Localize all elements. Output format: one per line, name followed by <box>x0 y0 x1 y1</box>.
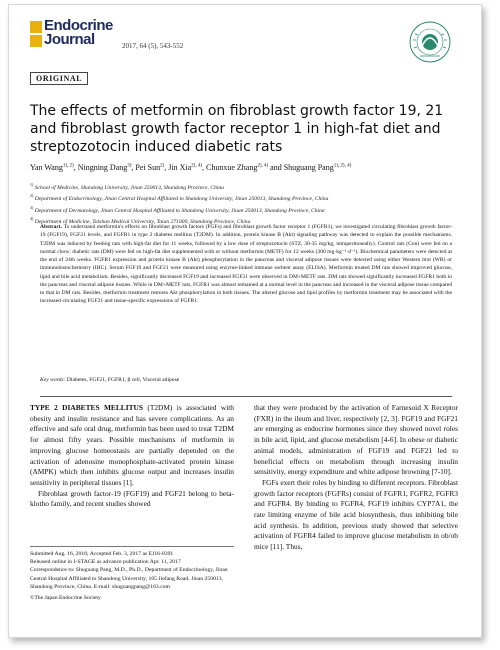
logo-e-block <box>30 21 42 33</box>
article-type-label: ORIGINAL <box>30 72 88 85</box>
affiliation <box>30 204 458 215</box>
author-affil-ref: 1), 2), 4) <box>333 163 352 169</box>
affiliation-text: Department of Medicine, Taishan Medical University, Taian 271000, Shandong Province, China <box>34 219 251 226</box>
paragraph-text: (T2DM) is associated with obesity and insulin resistance and has severe complications. As an effective and safe oral drug, metformin has been used to treat T2DM for almost fifty years. Possible mechanisms of metformin in improving glucose homeostasis are partially depended on the activation of adenosine monophosphate-activated protein kinase (AMPK) which then inhibits glucose output and increases insulin sensitivity in peripheral tissues [1]. <box>30 403 234 487</box>
logo-j-block <box>30 35 42 47</box>
body-paragraph <box>30 403 234 489</box>
body-paragraph: FGFs exert their roles by binding to different receptors. Fibroblast growth factor receptors (FGFRs) consist of FGFR1, FGFR2, FGFR3 and FGFR4. By binding to FGFR4, FGF19 inhibits CYP7A1, the rate limiting enzyme of bile acid biosynthesis, thus inhibiting bile acid synthesis. In addition, previous study showed that selective activation of FGFR4 failed to improve glucose metabolism in ob/ob mice [11]. Thus, <box>254 477 458 552</box>
affiliation-text: School of Medicine, Shandong University, Jinan 250013, Shandong Province, China <box>34 184 224 191</box>
release-date: Released online in J-STAGE as advance publication Apr. 11, 2017 <box>30 559 181 566</box>
society-seal-logo <box>408 20 452 64</box>
affiliation <box>30 192 458 203</box>
section-lead: TYPE 2 DIABETES MELLITUS <box>30 403 143 412</box>
section-divider <box>40 396 452 397</box>
footnotes <box>30 546 234 602</box>
affiliation-list <box>30 181 458 227</box>
journal-name-line1: Endocrine <box>44 17 113 34</box>
body-column-left <box>30 403 234 510</box>
abstract <box>40 223 452 306</box>
journal-name-line2: Journal <box>44 31 95 48</box>
affiliation-number: 2) <box>30 193 34 199</box>
body-paragraph: that they were produced by the activation of Farnesoid X Receptor (FXR) in the ileum and liver, respectively [2, 3]. FGF19 and FGF21 are emerging as endocrine hormones since they showed novel roles in bile acid, lipid, and glucose metabolism [4-6]. In obese or diabetic animal models, administration of FGF19 and FGF21 led to beneficial effects on metabolism through increasing insulin sensitivity, energy expenditure and white adipose browning [7-10]. <box>254 403 458 477</box>
affiliation-text: Department of Dermatology, Jinan Central Hospital Affiliated to Shandong University, Jinan 250013, Shandong Province, China <box>34 207 325 214</box>
journal-citation: 2017, 64 (5), 543-552 <box>122 42 184 50</box>
submission-dates: Submitted Aug. 16, 2016; Accepted Feb. 3, 2017 as EJ16-0391 <box>30 551 174 557</box>
author-affil-ref: 2) <box>160 163 165 169</box>
keywords-text: Diabetes, FGF21, FGFR1, β cell, Visceral adipose <box>66 377 180 383</box>
author-name: Shuguang Pang <box>283 163 334 172</box>
keywords <box>40 377 452 383</box>
author-affil-ref: 3) <box>127 163 132 169</box>
body-paragraph: Fibroblast growth factor-19 (FGF19) and FGF21 belong to beta-klotho family, and recent studies showed <box>30 488 234 509</box>
affiliation-number: 4) <box>30 216 34 222</box>
body-column-right <box>254 403 458 553</box>
keywords-label: Key words: <box>40 377 66 383</box>
author-affil-ref: 2), 4) <box>191 163 202 169</box>
author-name: Jin Xia <box>168 163 192 172</box>
article-title: The effects of metformin on fibroblast growth factor 19, 21 and fibroblast growth factor receptor 1 in high-fat diet and streptozotocin induced diabetic rats <box>30 103 444 155</box>
author-affil-ref: 1), 2) <box>62 163 74 169</box>
author-affil-ref: 2), 4) <box>257 163 269 169</box>
abstract-text: To understand metformin's effects on fibroblast growth factors (FGFs) and fibroblast growth factor receptor 1 (FGFR1), we investigated circulating fibroblast growth factor-19 (FGF19), FGF21 levels, and FGFR1 in type 2 diabetes mellitus (T2DM). In addition, protein kinase B (Akt) signaling pathway was detected to explain the possible mechanisms. T2DM was induced by feeding rats with high-fat diet for 11 weeks, followed by a low dose of streptozotocin (STZ, 30-35 mg/kg, intraperitoneally). Control rats (Con) were fed on a normal chow; diabetic rats (DM) were fed on high-fat diet supplemented with or without metformin (METF) for 12 weeks (300 mg·kg⁻¹·d⁻¹). Biochemical parameters were detected at the end of 24th weeks. FGFR1 expression and protein kinase B (Akt) phosphorylation in the pancreas and visceral adipose tissues were detected using either Western blot (WB) or immunohistochemistry (IHC). Serum FGF19 and FGF21 were measured using enzyme-linked immune sorbent assay (ELISA). Metformin treated DM rats showed improved glucose, lipid and bile acid metabolism. Besides, significantly decreased FGF19 and increased FGF21 were observed in DM+METF rats. DM rats showed significantly increased FGFR1 both in the pancreas and visceral adipose tissues. While in DM+METF rats, FGFR1 was almost remained at a normal level in the pancreas and increased in the visceral adipose tissue compared to that in DM rats. Besides, metformin treatment restores Akt phosphorylation in both tissues. The altered glucose and lipid profiles by metformin treatment may be associated with the increased circulating FGF21 and tissue-specific expressions of FGFR1. <box>40 224 452 305</box>
correspondence: Correspondence to: Shuguang Pang, M.D., Ph.D., Department of Endocrinology, Jinan Central Hospital Affiliated to Shandong University, 105 Jiefang Road, Jinan 250013, Shandong Province, China. E-mail: shuguangpang@163.com <box>30 567 228 590</box>
author-name: Pei Sun <box>135 163 161 172</box>
author-name: Chunxue Zhang <box>206 163 258 172</box>
copyright: ©The Japan Endocrine Society <box>30 595 101 602</box>
affiliation-number: 1) <box>30 182 34 187</box>
paper-page <box>8 4 482 638</box>
author-name: Yan Wang <box>30 163 63 172</box>
affiliation <box>30 181 458 192</box>
footnote-divider <box>30 546 234 547</box>
affiliation-number: 3) <box>30 204 34 210</box>
abstract-label: Abstract. <box>40 224 63 230</box>
author-name: Ningning Dang <box>77 163 128 172</box>
affiliation-text: Department of Endocrinology, Jinan Central Hospital Affiliated to Shandong University, Jinan 250013, Shandong Province, China <box>34 196 329 203</box>
journal-logo <box>30 18 180 60</box>
author-list: Yan Wang$^{1), 2)}$, Ningning Dang$^{3)}$, Pei Sun$^{2)}$, Jin Xia$^{2), 4)}$, Chunxue Zhang$^{2), 4)}$ and Shuguang Pang$^{1), 2), 4)}$ <box>30 163 352 172</box>
